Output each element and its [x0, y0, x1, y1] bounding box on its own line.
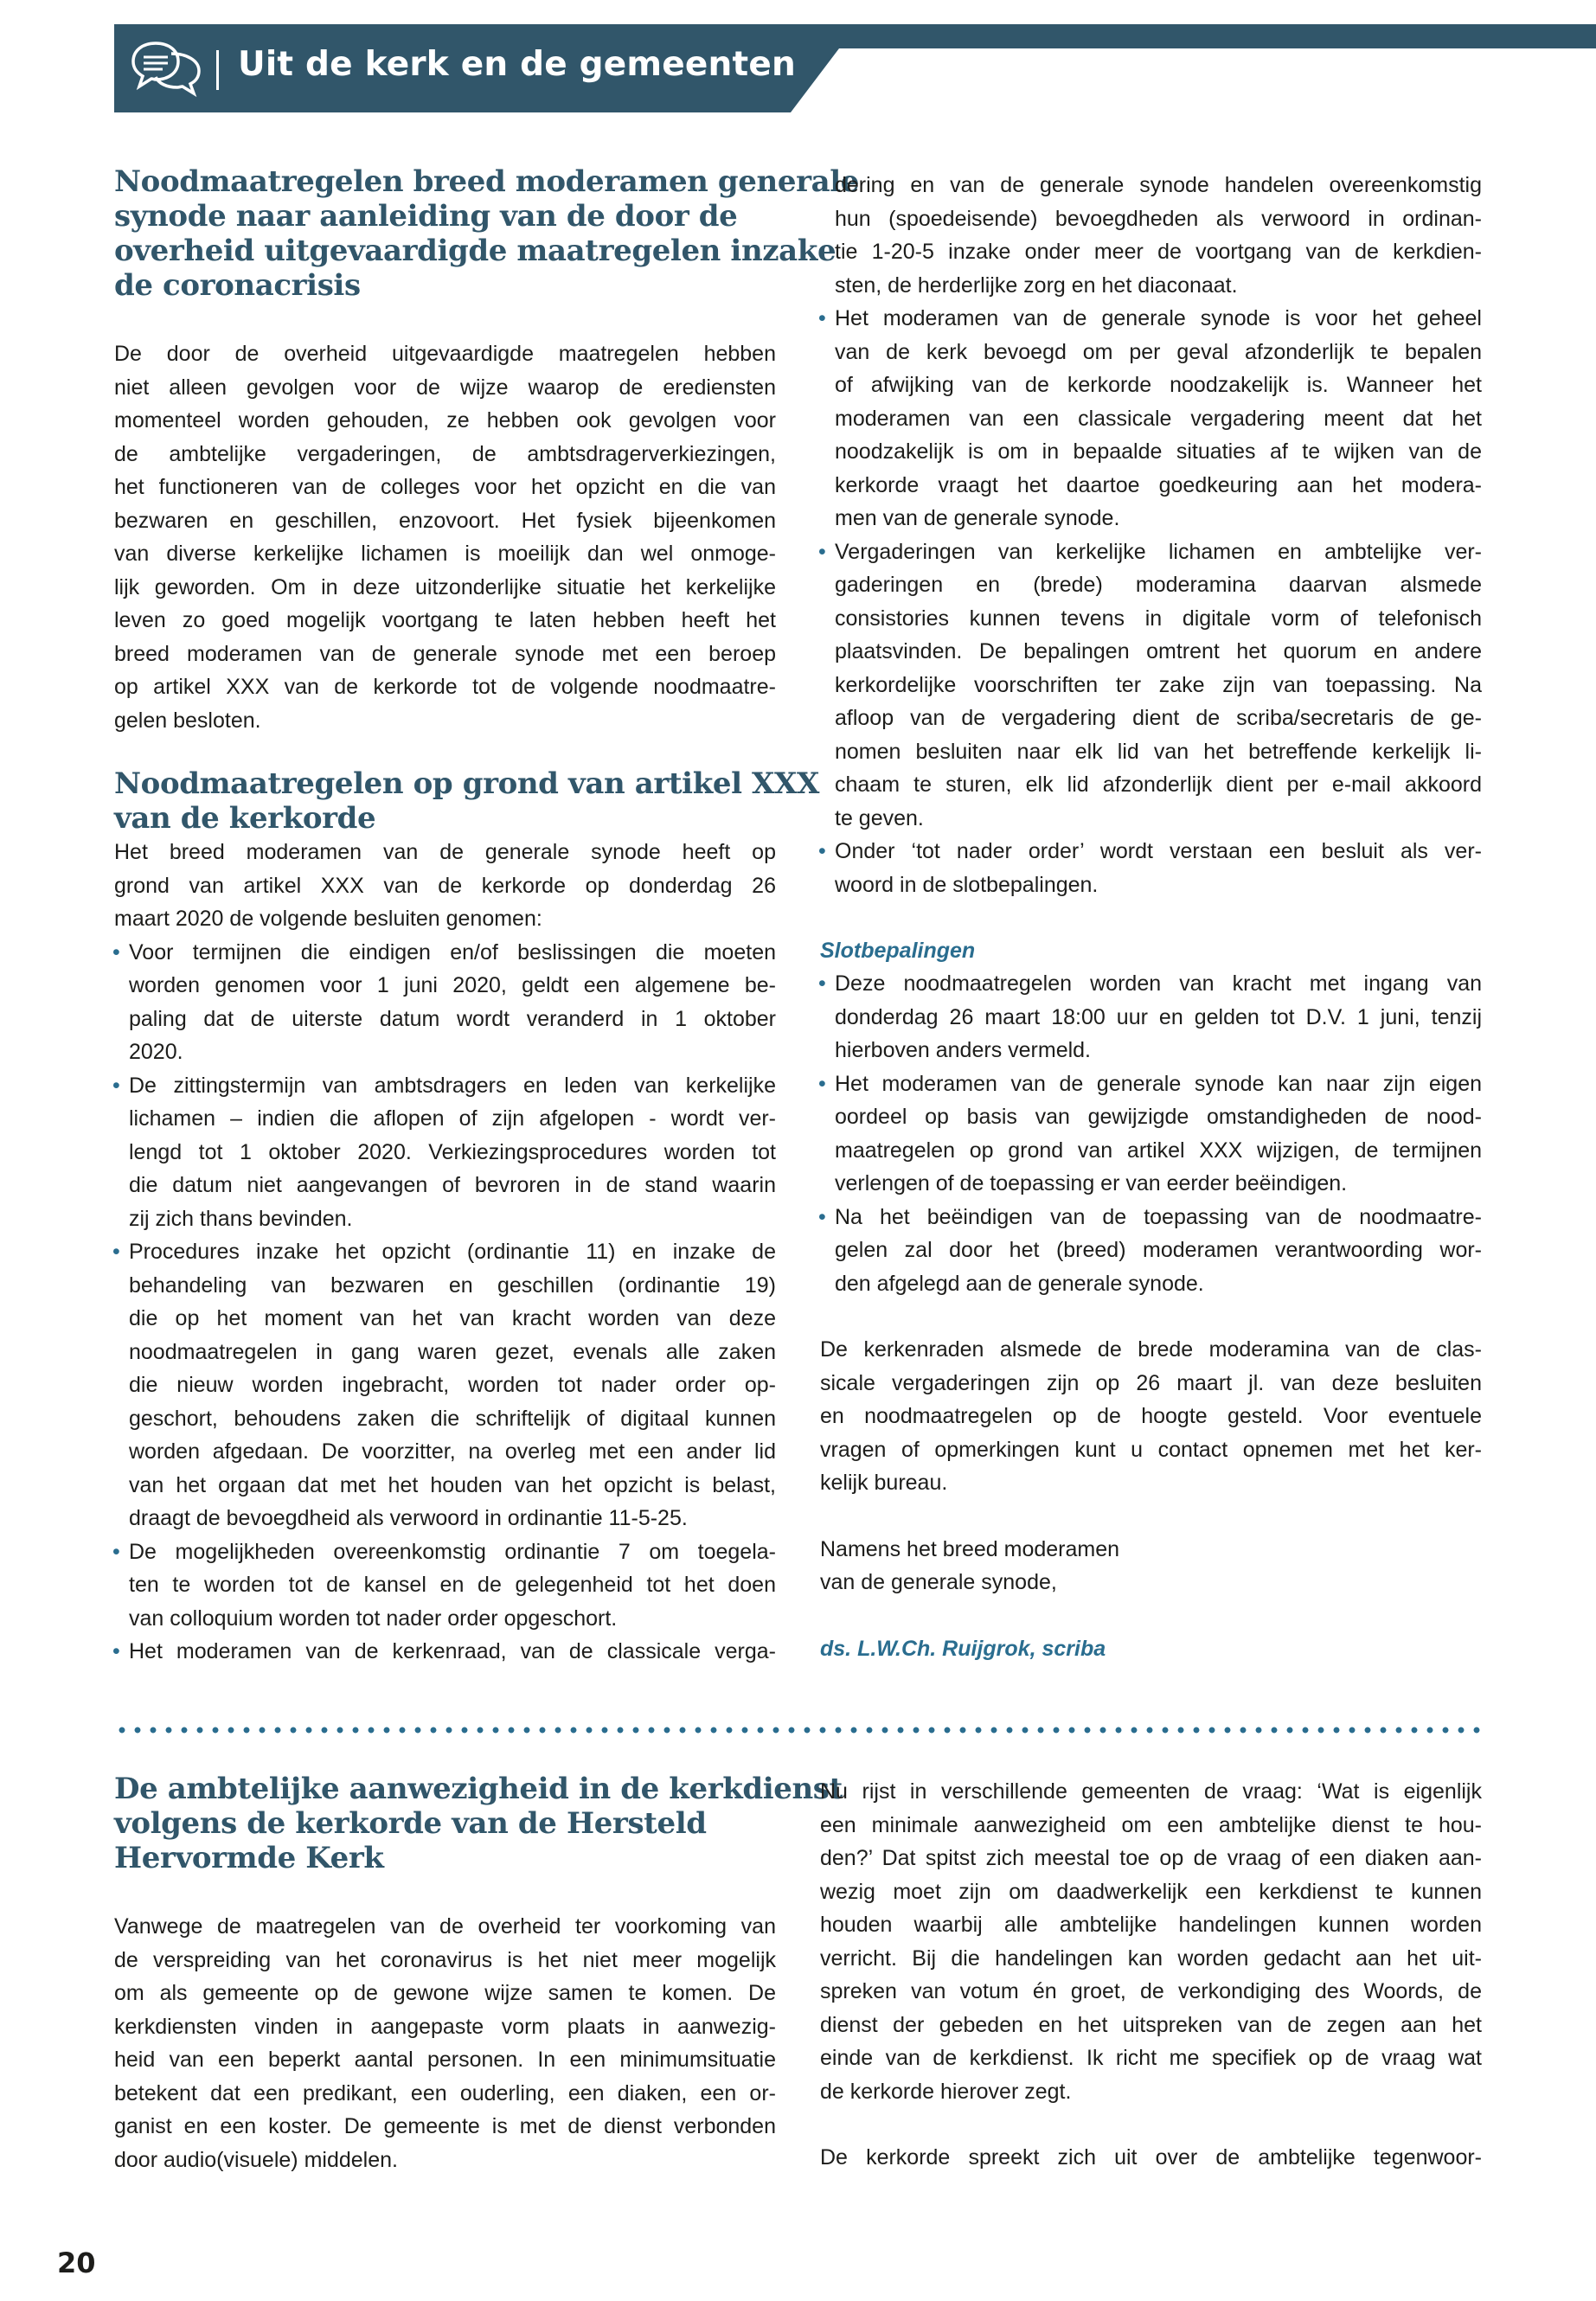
text-line: ganist en een koster. De gemeente is met de dienst verbonden: [114, 2114, 776, 2138]
text-line: de verspreiding van het coronavirus is het niet meer mogelijk: [114, 1947, 776, 1972]
list-item: [820, 302, 1482, 535]
text-line: woord in de slotbepalingen.: [835, 872, 1099, 897]
text-line: Procedures inzake het opzicht (ordinantie 11) en inzake de: [129, 1240, 776, 1264]
text-line: lijk geworden. Om in deze uitzonderlijke situatie het kerkelijke: [114, 574, 776, 599]
text-line: verricht. Bij die handelingen kan worden gedacht aan het uit-: [820, 1945, 1482, 1971]
text-line: noodzakelijk is om in bepaalde situaties af te wijken van de: [835, 439, 1482, 464]
text-line: grond van artikel XXX van de kerkorde op donderdag 26: [114, 873, 776, 898]
slot-bullets: [820, 967, 1482, 1300]
text-line: een minimale aanwezigheid om een ambtelijke dienst te hou-: [820, 1812, 1482, 1837]
article1-intro: [114, 337, 776, 737]
heading-line: Noodmaatregelen op grond van artikel XXX: [114, 766, 819, 801]
bullet-icon: •: [112, 1539, 120, 1564]
text-line: die nieuw worden ingebracht, worden tot nader order op-: [129, 1373, 776, 1397]
text-line: sten, de herderlijke zorg en het diaconaat.: [835, 272, 1238, 298]
text-line: zij zich thans bevinden.: [129, 1206, 353, 1231]
closing-paragraph: [820, 1333, 1482, 1500]
text-line: Onder ‘tot nader order’ wordt verstaan een besluit als ver-: [835, 839, 1482, 863]
heading-line: synode naar aanleiding van de door de: [114, 199, 738, 234]
section-intro: [114, 836, 776, 936]
text-line: het functioneren van de colleges voor het opzicht en die van: [114, 475, 776, 499]
text-line: men van de generale synode.: [835, 506, 1120, 530]
text-line: Voor termijnen die eindigen en/of beslissingen die moeten: [129, 939, 776, 965]
text-line: vragen of opmerkingen kunt u contact opnemen met het ker-: [820, 1437, 1482, 1462]
text-line: de kerkorde hierover zegt.: [820, 2079, 1072, 2104]
list-item: [114, 936, 776, 1069]
list-item: [114, 1635, 776, 1669]
bullet-icon: •: [112, 1240, 120, 1264]
text-line: verlengen of de toepassing er van eerder beëindigen.: [835, 1171, 1348, 1195]
banner-separator: [216, 50, 219, 90]
text-line: behandeling van bezwaren en geschillen (ordinantie 19): [129, 1272, 776, 1298]
heading-line: De ambtelijke aanwezigheid in de kerkdienst: [114, 1772, 843, 1806]
bullet-icon: •: [112, 1639, 120, 1663]
text-line: moderamen van een classicale vergadering meent dat het: [835, 406, 1482, 431]
text-line: gelen besloten.: [114, 708, 261, 733]
text-line: worden genomen voor 1 juni 2020, geldt een algemene be-: [129, 973, 776, 997]
heading-line: van de kerkorde: [114, 801, 376, 836]
text-line: donderdag 26 maart 18:00 uur en gelden tot D.V. 1 juni, tenzij: [835, 1004, 1482, 1029]
text-line: worden afgedaan. De voorzitter, na overleg met een ander lid: [129, 1439, 776, 1464]
bullet-list-right: [820, 169, 1482, 901]
text-line: kelijk bureau.: [820, 1471, 948, 1495]
text-line: van colloquium worden tot nader order opgeschort.: [129, 1606, 618, 1631]
text-line: sicale vergaderingen zijn op 26 maart jl. van deze besluiten: [820, 1370, 1482, 1395]
bullet-icon: •: [818, 1204, 826, 1229]
heading-line: overheid uitgevaardigde maatregelen inzake: [114, 234, 836, 268]
speech-bubbles-icon: [130, 38, 208, 99]
bullet-icon: •: [112, 1073, 120, 1098]
text-line: houden waarbij alle ambtelijke handelingen kunnen worden: [820, 1913, 1482, 1937]
text-line: de ambtelijke vergaderingen, de ambtsdragerverkiezingen,: [114, 441, 776, 466]
bullet-icon: •: [818, 971, 826, 996]
signature: ds. L.W.Ch. Ruijgrok, scriba: [820, 1636, 1106, 1661]
text-line: Het moderamen van de generale synode kan naar zijn eigen: [835, 1071, 1482, 1096]
text-line: oordeel op basis van gewijzigde omstandigheden de nood-: [835, 1105, 1482, 1129]
article2-heading: [114, 1772, 843, 1875]
text-line: maatregelen op grond van artikel XXX wijzigen, de termijnen: [835, 1138, 1482, 1163]
list-item: [114, 1535, 776, 1636]
section-title: Uit de kerk en de gemeenten: [238, 45, 796, 84]
heading-line: Hervormde Kerk: [114, 1841, 384, 1875]
text-line: nomen besluiten naar elk lid van het betreffende kerkelijk li-: [835, 739, 1482, 764]
article1-right-column: [820, 169, 1482, 1665]
bullet-list-left: [114, 936, 776, 1669]
text-line: De mogelijkheden overeenkomstig ordinantie 7 om toegela-: [129, 1539, 776, 1564]
text-line: Het breed moderamen van de generale synode heeft op: [114, 840, 776, 864]
text-line: spreken van votum én groet, de verkondiging des Woords, de: [820, 1979, 1482, 2003]
text-line: breed moderamen van de generale synode met een beroep: [114, 641, 776, 666]
article2-left-text: [114, 1910, 776, 2176]
text-line: heid van een beperkt aantal personen. In een minimumsituatie: [114, 2048, 776, 2072]
text-line: lengd tot 1 oktober 2020. Verkiezingsprocedures worden tot: [129, 1139, 776, 1164]
text-line: Namens het breed moderamen: [820, 1536, 1120, 1561]
article2-left-column: [114, 1772, 843, 2176]
text-line: kerkorde vraagt het daartoe goedkeuring aan het modera-: [835, 472, 1482, 497]
text-line: geschort, behoudens zaken die schriftelijk of digitaal kunnen: [129, 1406, 776, 1431]
text-line: leven zo goed mogelijk voortgang te laten hebben heeft het: [114, 608, 776, 632]
list-item: [820, 835, 1482, 901]
text-line: den afgelegd aan de generale synode.: [835, 1271, 1204, 1296]
text-line: van de kerk bevoegd om per geval afzonderlijk te bepalen: [835, 339, 1482, 364]
text-line: hun (spoedeisende) bevoegdheden als verwoord in ordinan-: [835, 206, 1482, 231]
text-line: draagt de bevoegdheid als verwoord in ordinantie 11-5-25.: [129, 1506, 688, 1530]
text-line: Vergaderingen van kerkelijke lichamen en ambtelijke ver-: [835, 539, 1482, 564]
text-line: 2020.: [129, 1040, 183, 1064]
article2-right-continuation: [820, 2141, 1482, 2175]
text-line: Vanwege de maatregelen van de overheid ter voorkoming van: [114, 1914, 776, 1939]
list-item-continuation: [820, 169, 1482, 302]
page-number: 20: [57, 2247, 96, 2279]
text-line: betekent dat een predikant, een ouderling, een diaken, een or-: [114, 2080, 776, 2106]
list-item: [114, 1235, 776, 1535]
text-line: einde van de kerkdienst. Ik richt me specifiek op de vraag wat: [820, 2046, 1482, 2070]
text-line: die datum niet aangevangen of bevroren in de stand waarin: [129, 1173, 776, 1197]
text-line: dering en van de generale synode handelen overeenkomstig: [835, 173, 1482, 197]
text-line: op artikel XXX van de kerkorde tot de volgende noodmaatre-: [114, 675, 776, 699]
text-line: door audio(visuele) middelen.: [114, 2147, 398, 2172]
text-line: Nu rijst in verschillende gemeenten de vraag: ‘Wat is eigenlijk: [820, 1779, 1482, 1804]
section-heading: [114, 766, 819, 836]
heading-line: de coronacrisis: [114, 268, 361, 303]
dotted-divider: [114, 1725, 1481, 1735]
list-item: [820, 1067, 1482, 1201]
list-item: [114, 1069, 776, 1236]
heading-line: Noodmaatregelen breed moderamen generale: [114, 164, 859, 199]
text-line: van het orgaan dat met het houden van het opzicht is belast,: [129, 1472, 776, 1497]
text-line: De kerkenraden alsmede de brede moderamina van de clas-: [820, 1337, 1482, 1362]
text-line: gaderingen en (brede) moderamina daarvan alsmede: [835, 573, 1482, 597]
text-line: hierboven anders vermeld.: [835, 1038, 1091, 1062]
article2-right-column: [820, 1775, 1482, 2175]
text-line: ten te worden tot de kansel en de gelegenheid tot het doen: [129, 1573, 776, 1597]
text-line: gelen zal door het (breed) moderamen verantwoording wor-: [835, 1238, 1482, 1262]
slot-heading: Slotbepalingen: [820, 939, 976, 963]
text-line: De door de overheid uitgevaardigde maatregelen hebben: [114, 342, 776, 366]
text-line: dienst der gebeden en het uitspreken van de zegen aan het: [820, 2012, 1482, 2037]
list-item: [820, 1201, 1482, 1301]
text-line: die op het moment van het van kracht worden van deze: [129, 1306, 776, 1330]
heading-line: volgens de kerkorde van de Hersteld: [114, 1806, 707, 1841]
text-line: plaatsvinden. De bepalingen omtrent het quorum en andere: [835, 639, 1482, 663]
text-line: De kerkorde spreekt zich uit over de ambtelijke tegenwoor-: [820, 2145, 1482, 2170]
sign-off: [820, 1533, 1482, 1599]
article1-heading: [114, 164, 859, 303]
text-line: De zittingstermijn van ambtsdragers en leden van kerkelijke: [129, 1073, 776, 1098]
text-line: niet alleen gevolgen voor de wijze waarop de erediensten: [114, 375, 776, 400]
text-line: van diverse kerkelijke lichamen is moeilijk dan wel onmoge-: [114, 542, 776, 566]
text-line: noodmaatregelen in gang waren gezet, evenals alle zaken: [129, 1339, 776, 1364]
text-line: of afwijking van de kerkorde noodzakelijk is. Wanneer het: [835, 373, 1482, 397]
bullet-icon: •: [818, 306, 826, 330]
text-line: maart 2020 de volgende besluiten genomen:: [114, 907, 542, 931]
article1-left-column: [112, 164, 859, 1669]
text-line: lichamen – indien die aflopen of zijn afgelopen - wordt ver-: [129, 1106, 776, 1131]
list-item: [820, 535, 1482, 836]
text-line: den?’ Dat spitst zich meestal toe op de vraag of een diaken aan-: [820, 1846, 1482, 1870]
text-line: van de generale synode,: [820, 1570, 1057, 1594]
text-line: Na het beëindigen van de toepassing van de noodmaatre-: [835, 1204, 1482, 1229]
article2-right-text: [820, 1775, 1482, 2108]
text-line: kerkordelijke voorschriften ter zake zijn van toepassing. Na: [835, 672, 1482, 697]
text-line: kerkdiensten vinden in aangepaste vorm plaats in aanwezig-: [114, 2014, 776, 2039]
text-line: paling dat de uiterste datum wordt veranderd in 1 oktober: [129, 1006, 776, 1031]
text-line: wezig moet zijn om daadwerkelijk een kerkdienst te kunnen: [820, 1879, 1482, 1904]
list-item: [820, 967, 1482, 1067]
bullet-icon: •: [112, 939, 120, 965]
text-line: Deze noodmaatregelen worden van kracht met ingang van: [835, 971, 1482, 996]
text-line: bezwaren en geschillen, enzovoort. Het fysiek bijeenkomen: [114, 508, 776, 533]
text-line: momenteel worden gehouden, ze hebben ook gevolgen voor: [114, 408, 776, 433]
text-line: en noodmaatregelen op de hoogte gesteld. Voor eventuele: [820, 1404, 1482, 1428]
bullet-icon: •: [818, 839, 826, 863]
text-line: Het moderamen van de generale synode is voor het geheel: [835, 306, 1482, 330]
text-line: tie 1-20-5 inzake onder meer de voortgang van de kerkdien-: [835, 240, 1482, 264]
text-line: chaam te sturen, elk lid afzonderlijk dient per e-mail akkoord: [835, 772, 1482, 797]
text-line: Het moderamen van de kerkenraad, van de classicale verga-: [129, 1639, 776, 1663]
bullet-icon: •: [818, 539, 826, 564]
text-line: consistories kunnen tevens in digitale vorm of telefonisch: [835, 606, 1482, 631]
text-line: te geven.: [835, 805, 924, 830]
bullet-icon: •: [818, 1071, 826, 1096]
text-line: afloop van de vergadering dient de scriba/secretaris de ge-: [835, 706, 1482, 730]
text-line: om als gemeente op de gewone wijze samen te komen. De: [114, 1981, 776, 2005]
